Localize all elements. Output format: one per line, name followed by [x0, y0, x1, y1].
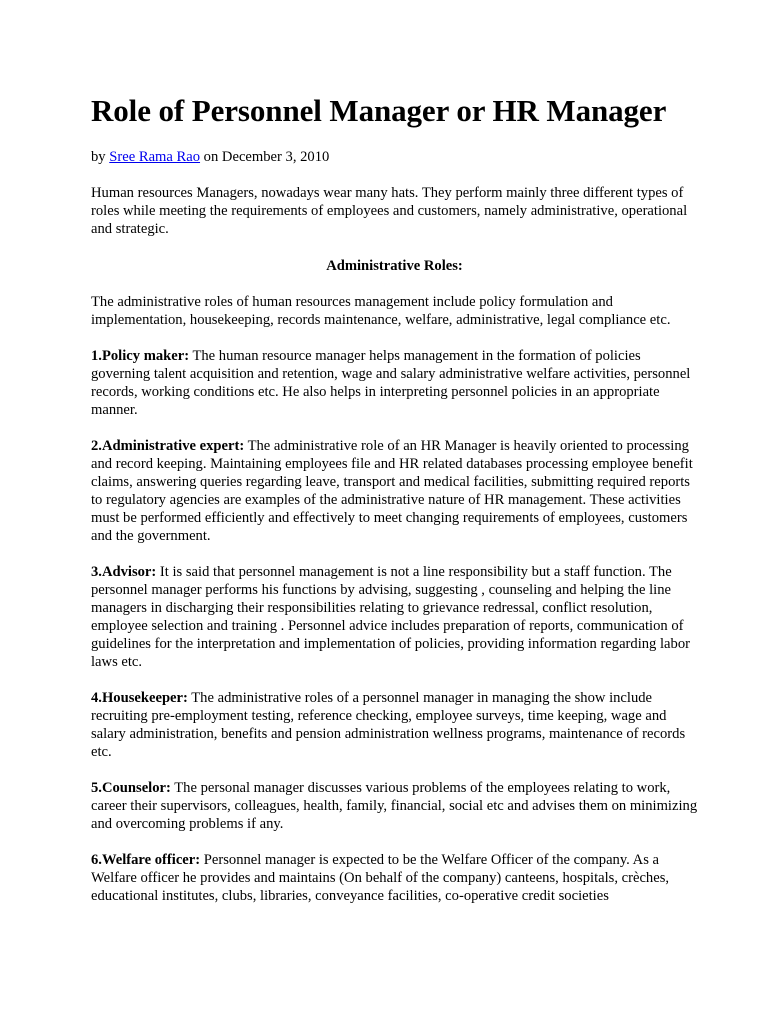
role-label: 4.Housekeeper: — [91, 690, 188, 706]
section-heading: Administrative Roles: — [326, 258, 463, 274]
role-text: The personal manager discusses various problems of the employees relating to work, career their supervisors, colleagues, health, family, financial, social etc and advises them on minimizing and overcoming problems if any. — [91, 780, 698, 832]
byline — [91, 148, 698, 166]
role-label: 3.Advisor: — [91, 564, 157, 580]
role-label: 2.Administrative expert: — [91, 438, 245, 454]
section-intro-paragraph: The administrative roles of human resources management include policy formulation and implementation, housekeeping, records maintenance, welfare, administrative, legal compliance etc. — [91, 294, 671, 328]
role-text: The administrative role of an HR Manager is heavily oriented to processing and record keeping. Maintaining employees file and HR related databases processing employee benefit claims, answering queries regarding leave, transport and medical facilities, submitting required reports to regulatory agencies are examples of the administrative nature of HR management. These activities must be performed efficiently and effectively to meet changing requirements of employees, customers and the government. — [91, 438, 693, 544]
role-welfare-officer — [91, 851, 698, 905]
author-link[interactable]: Sree Rama Rao — [109, 149, 201, 165]
role-text: The human resource manager helps management in the formation of policies governing talent acquisition and retention, wage and salary administrative welfare activities, personnel records, working conditions etc. He also helps in interpreting personnel policies in an appropriate manner. — [91, 348, 691, 418]
role-text: The administrative roles of a personnel manager in managing the show include recruiting pre-employment testing, reference checking, employee surveys, time keeping, wage and salary administration, benefits and pension administration wellness programs, maintenance of records etc. — [91, 690, 686, 760]
role-housekeeper — [91, 689, 698, 761]
role-label: 1.Policy maker: — [91, 348, 190, 364]
role-text: Personnel manager is expected to be the Welfare Officer of the company. As a Welfare officer he provides and maintains (On behalf of the company) canteens, hospitals, crèches, educational institutes, clubs, libraries, conveyance facilities, co-operative credit societies — [91, 852, 670, 904]
article-title: Role of Personnel Manager or HR Manager — [91, 93, 667, 128]
role-advisor — [91, 563, 698, 671]
role-label: 6.Welfare officer: — [91, 852, 201, 868]
intro-paragraph: Human resources Managers, nowadays wear many hats. They perform mainly three different types of roles while meeting the requirements of employees and customers, namely administrative, operational and strategic. — [91, 185, 688, 237]
role-label: 5.Counselor: — [91, 780, 171, 796]
byline-prefix: by — [91, 149, 110, 165]
role-policy-maker — [91, 347, 698, 419]
byline-date: on December 3, 2010 — [200, 149, 330, 165]
role-counselor — [91, 779, 698, 833]
role-text: It is said that personnel management is not a line responsibility but a staff function. The personnel manager performs his functions by advising, suggesting , counseling and helping the line managers in discharging their responsibilities relating to grievance redressal, conflict resolution, employee selection and training . Personnel advice includes preparation of reports, communication of guidelines for the interpretation and implementation of policies, providing information regarding labor laws etc. — [91, 564, 690, 670]
role-administrative-expert — [91, 437, 698, 545]
